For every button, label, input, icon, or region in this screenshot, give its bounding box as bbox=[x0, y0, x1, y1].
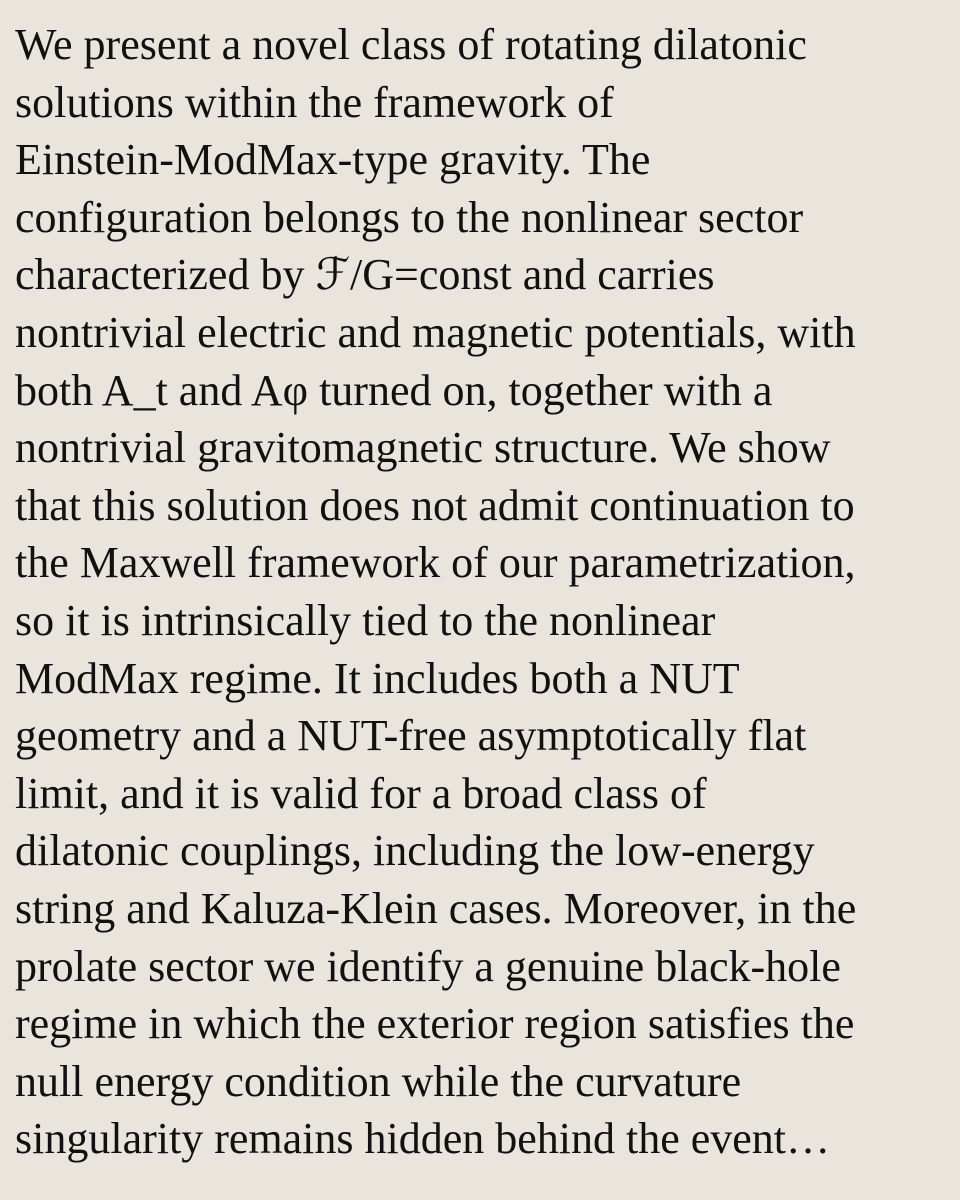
abstract-line: ModMax regime. It includes both a NUT bbox=[15, 653, 740, 703]
abstract-line: characterized by ℱ/G=const and carries bbox=[15, 250, 715, 300]
abstract-line: geometry and a NUT-free asymptotically flat bbox=[15, 711, 807, 761]
abstract-line: Einstein-ModMax-type gravity. The bbox=[15, 135, 651, 185]
abstract-line: dilatonic couplings, including the low-energy bbox=[15, 826, 815, 876]
abstract-line: configuration belongs to the nonlinear sector bbox=[15, 192, 804, 242]
abstract-line: solutions within the framework of bbox=[15, 77, 614, 127]
abstract-line: that this solution does not admit continuation to bbox=[15, 480, 855, 530]
abstract-line: limit, and it is valid for a broad class of bbox=[15, 768, 707, 818]
abstract-line: We present a novel class of rotating dilatonic bbox=[15, 20, 807, 69]
abstract-line: singularity remains hidden behind the event… bbox=[15, 1114, 831, 1164]
abstract-line: regime in which the exterior region satisfies the bbox=[15, 999, 855, 1049]
abstract-text bbox=[15, 16, 955, 1168]
abstract-line: nontrivial electric and magnetic potentials, with bbox=[15, 307, 856, 357]
abstract-line: string and Kaluza-Klein cases. Moreover, in the bbox=[15, 883, 857, 933]
abstract-line: prolate sector we identify a genuine black-hole bbox=[15, 941, 841, 991]
abstract-line: both A_t and Aφ turned on, together with a bbox=[15, 365, 773, 415]
abstract-line: null energy condition while the curvature bbox=[15, 1056, 742, 1106]
abstract-line: nontrivial gravitomagnetic structure. We show bbox=[15, 423, 831, 473]
abstract-line: so it is intrinsically tied to the nonlinear bbox=[15, 595, 716, 645]
abstract-line: the Maxwell framework of our parametrization, bbox=[15, 538, 856, 588]
